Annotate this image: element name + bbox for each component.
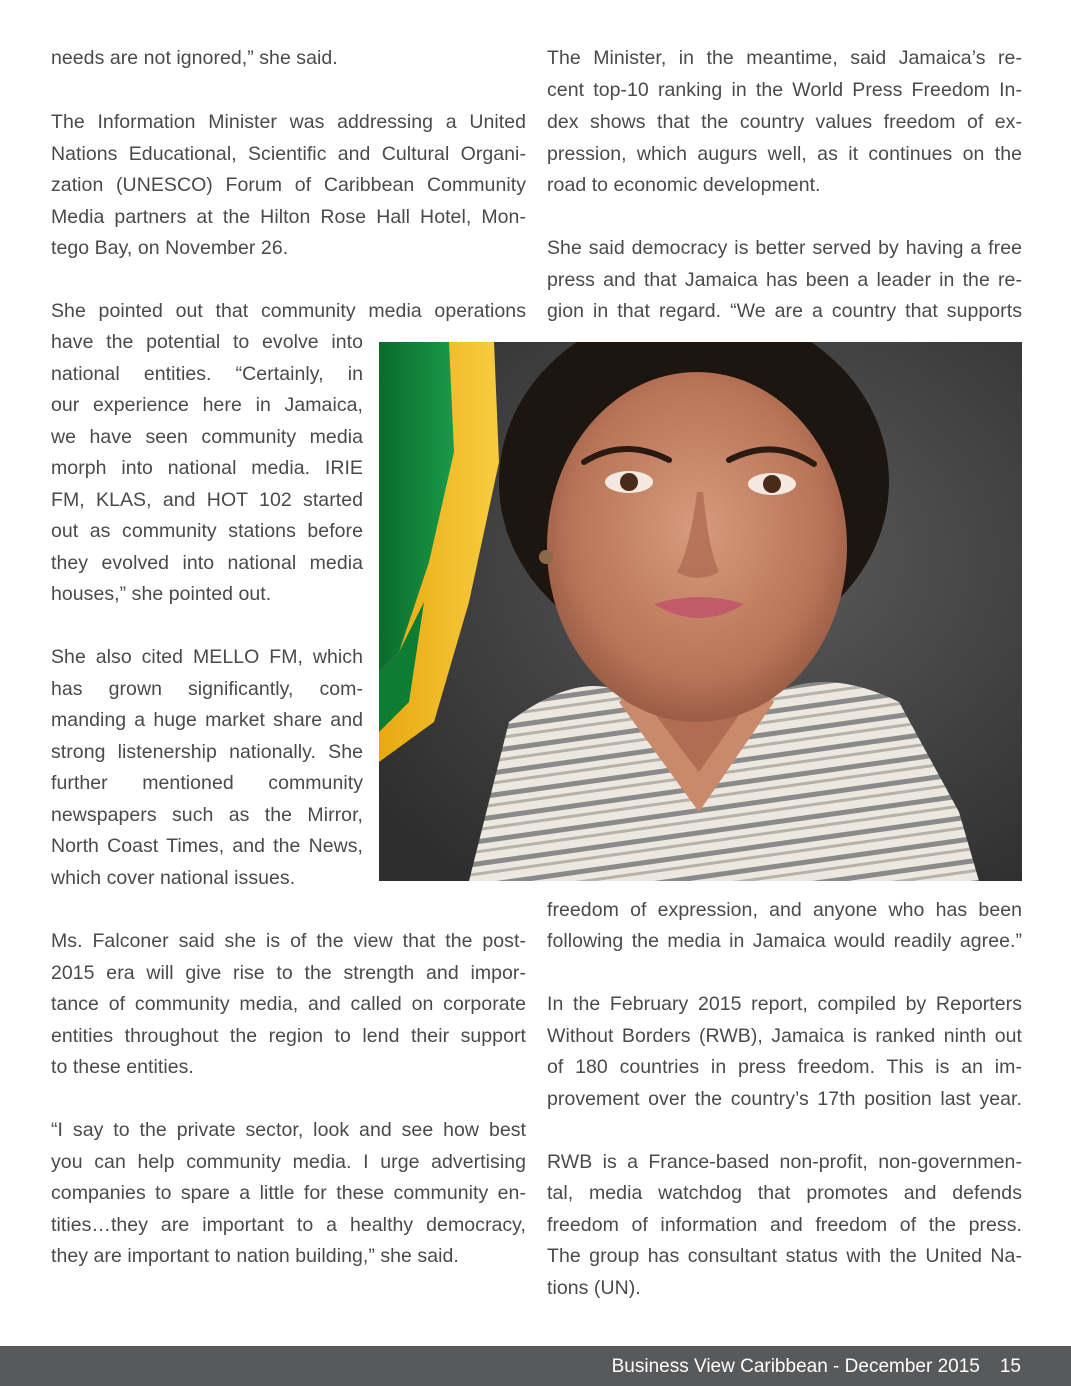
paragraph-line: our experience here in Jamaica, (51, 394, 363, 416)
paragraph-line: manding a huge market share and (51, 709, 363, 731)
paragraph-line: national entities. “Certainly, in (51, 363, 363, 385)
paragraph-line: “I say to the private sector, look and see how best (51, 1119, 526, 1141)
publication-name: Business View Caribbean - December 2015 (611, 1356, 980, 1377)
paragraph-line: She also cited MELLO FM, which (51, 646, 363, 668)
paragraph-line: 2015 era will give rise to the strength and impor- (51, 962, 526, 984)
paragraph-line: The Information Minister was addressing a United (51, 111, 526, 133)
paragraph-line: tities…they are important to a healthy democracy, (51, 1214, 526, 1236)
paragraph-line: you can help community media. I urge advertising (51, 1151, 526, 1173)
paragraph-line: has grown significantly, com- (51, 678, 363, 700)
paragraph-line: entities throughout the region to lend their support (51, 1025, 526, 1047)
paragraph-line: The Minister, in the meantime, said Jamaica’s re- (547, 47, 1022, 69)
paragraph-line: freedom of expression, and anyone who has been (547, 899, 1022, 921)
paragraph-line: out as community stations before (51, 520, 363, 542)
paragraph-line: In the February 2015 report, compiled by Reporters (547, 993, 1022, 1015)
paragraph-line: RWB is a France-based non-profit, non-governmen- (547, 1151, 1022, 1173)
paragraph-line: needs are not ignored,” she said. (51, 47, 338, 69)
paragraph-line: newspapers such as the Mirror, (51, 804, 363, 826)
paragraph-line: gion in that regard. “We are a country that supports (547, 300, 1022, 322)
paragraph-line: press and that Jamaica has been a leader in the re- (547, 269, 1022, 291)
paragraph-line: companies to spare a little for these community en- (51, 1182, 526, 1204)
paragraph-line: Without Borders (RWB), Jamaica is ranked ninth out (547, 1025, 1022, 1047)
paragraph-line: provement over the country’s 17th position last year. (547, 1088, 1022, 1110)
portrait-photo (379, 342, 1022, 881)
paragraph-line: She said democracy is better served by having a free (547, 237, 1022, 259)
paragraph-line: which cover national issues. (51, 867, 296, 889)
paragraph-line: freedom of information and freedom of the press. (547, 1214, 1022, 1236)
portrait-image (379, 342, 1022, 881)
paragraph-line: have the potential to evolve into (51, 331, 363, 353)
paragraph-line: She pointed out that community media operations (51, 300, 526, 322)
paragraph-line: morph into national media. IRIE (51, 457, 363, 479)
paragraph-line: tal, media watchdog that promotes and defends (547, 1182, 1022, 1204)
paragraph-line: tance of community media, and called on corporate (51, 993, 526, 1015)
page-number: 15 (999, 1356, 1021, 1377)
paragraph-line: we have seen community media (51, 426, 363, 448)
paragraph-line: cent top-10 ranking in the World Press Freedom In- (547, 79, 1022, 101)
paragraph-line: Media partners at the Hilton Rose Hall Hotel, Mon- (51, 206, 526, 228)
paragraph-line: following the media in Jamaica would readily agree.” (547, 930, 1022, 952)
paragraph-line: of 180 countries in press freedom. This is an im- (547, 1056, 1022, 1078)
paragraph-line: Nations Educational, Scientific and Cultural Organi- (51, 143, 526, 165)
paragraph-line: road to economic development. (547, 174, 821, 196)
paragraph-line: strong listenership nationally. She (51, 741, 363, 763)
paragraph-line: further mentioned community (51, 772, 363, 794)
paragraph-line: The group has consultant status with the United Na- (547, 1245, 1022, 1267)
paragraph-line: North Coast Times, and the News, (51, 835, 363, 857)
paragraph-line: they evolved into national media (51, 552, 363, 574)
paragraph-line: FM, KLAS, and HOT 102 started (51, 489, 363, 511)
footer-text (612, 1355, 1021, 1379)
paragraph-line: tego Bay, on November 26. (51, 237, 289, 259)
paragraph-line: pression, which augurs well, as it continues on the (547, 143, 1022, 165)
page-footer (0, 1346, 1071, 1386)
paragraph-line: tions (UN). (547, 1277, 641, 1299)
paragraph-line: they are important to nation building,” she said. (51, 1245, 459, 1267)
paragraph-line: dex shows that the country values freedom of ex- (547, 111, 1022, 133)
paragraph-line: Ms. Falconer said she is of the view that the post- (51, 930, 526, 952)
paragraph-line: houses,” she pointed out. (51, 583, 272, 605)
paragraph-line: zation (UNESCO) Forum of Caribbean Community (51, 174, 526, 196)
paragraph-line: to these entities. (51, 1056, 194, 1078)
